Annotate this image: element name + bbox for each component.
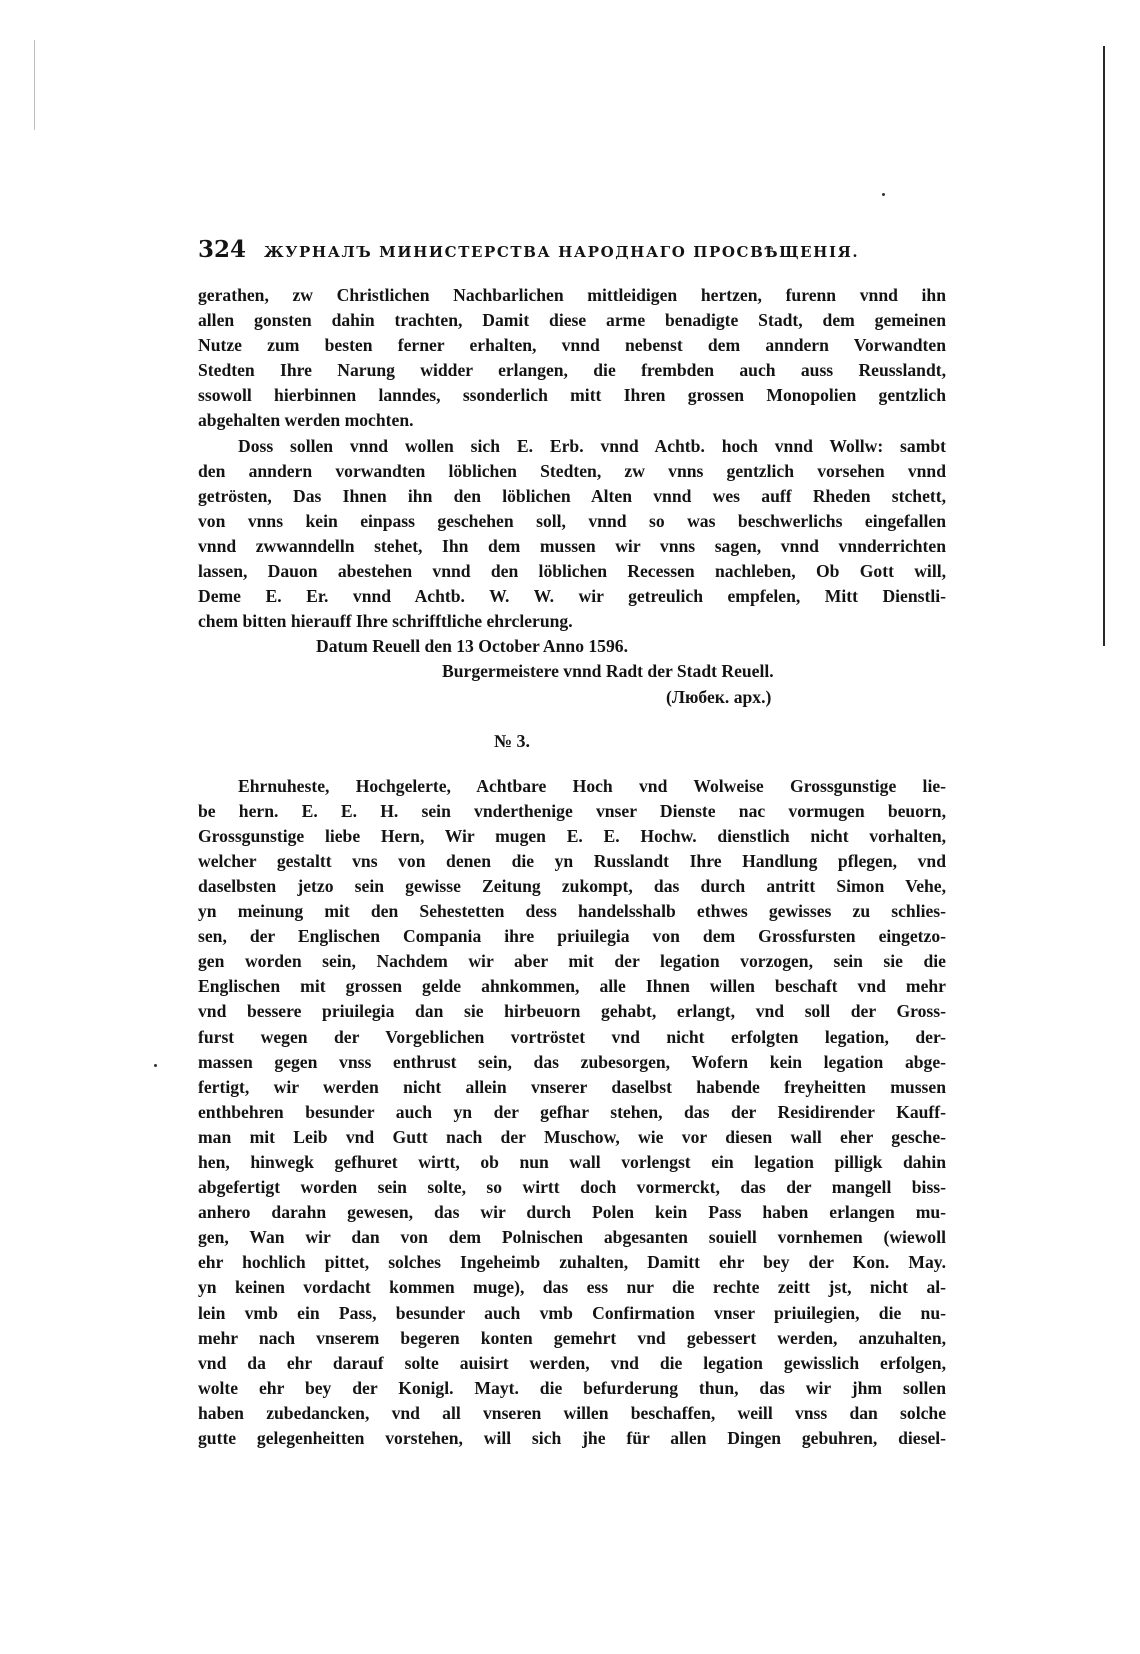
text-line: massen gegen vnss enthrust sein, das zubesorgen, Wofern kein legation abge-	[198, 1051, 946, 1072]
scan-edge-left	[34, 40, 35, 130]
text-line: chem bitten hierauff Ihre schrifftliche ehrclerung.	[198, 611, 573, 632]
text-line: vnd da ehr darauf solte auisirt werden, vnd die legation gewisslich erfolgen,	[198, 1352, 946, 1373]
scan-edge-right	[1103, 46, 1105, 646]
text-line: furst wegen der Vorgeblichen vortröstet vnd nicht erfolgten legation, der-	[198, 1026, 946, 1047]
running-title: ЖУРНАЛЪ МИНИСТЕРСТВА НАРОДНАГО ПРОСВѢЩЕНІЯ.	[264, 243, 860, 261]
text-line: haben zubedancken, vnd all vnseren willen beschaffen, weill vnss dan solche	[198, 1402, 946, 1423]
text-line: man mit Leib vnd Gutt nach der Muschow, wie vor diesen wall eher gesche-	[198, 1126, 946, 1147]
text-line: sen, der Englischen Compania ihre priuilegia von dem Grossfursten eingetzo-	[198, 926, 946, 947]
text-line: yn meinung mit den Sehestetten dess handelsshalb ethwes gewisses zu schlies-	[198, 901, 946, 922]
letter-1-date: Datum Reuell den 13 October Anno 1596.	[316, 636, 628, 657]
text-line: be hern. E. E. H. sein vnderthenige vnser Dienste nac vormugen beuorn,	[198, 800, 946, 821]
text-line: enthbehren besunder auch yn der gefhar stehen, das der Residirender Kauff-	[198, 1101, 946, 1122]
text-line: vnd bessere priuilegia dan sie hirbeuorn gehabt, erlangt, vnd soll der Gross-	[198, 1001, 946, 1022]
text-line: lassen, Dauon abestehen vnnd den löblichen Recessen nachleben, Ob Gott will,	[198, 561, 946, 582]
text-line: mehr nach vnserem begeren konten gemehrt vnd gebessert werden, anzuhalten,	[198, 1327, 946, 1348]
page-content	[198, 236, 946, 1451]
letter-1-signature: Burgermeistere vnnd Radt der Stadt Reuell.	[442, 661, 774, 682]
text-line: ssowoll hierbinnen lanndes, ssonderlich mitt Ihren grossen Monopolien gentzlich	[198, 385, 946, 406]
text-line: lein vmb ein Pass, besunder auch vmb Confirmation vnser priuilegien, die nu-	[198, 1302, 946, 1323]
text-line: Grossgunstige liebe Hern, Wir mugen E. E. Hochw. dienstlich nicht vorhalten,	[198, 825, 946, 846]
text-line: allen gonsten dahin trachten, Damit diese arme benadigte Stadt, dem gemeinen	[198, 310, 946, 331]
text-line: Nutze zum besten ferner erhalten, vnnd nebenst dem anndern Vorwandten	[198, 335, 946, 356]
text-line: hen, hinwegk gefhuret wirtt, ob nun wall vorlengst ein legation pilligk dahin	[198, 1152, 946, 1172]
archive-note: (Любек. арх.)	[666, 686, 772, 707]
letter-1	[198, 283, 946, 634]
scan-speck	[154, 1064, 157, 1067]
text-line: gen, Wan wir dan von dem Polnischen abgesanten souiell vornhemen (wiewoll	[198, 1227, 946, 1248]
text-line: Ehrnuheste, Hochgelerte, Achtbare Hoch vnd Wolweise Grossgunstige lie-	[238, 775, 946, 796]
text-line: ehr hochlich pittet, solches Ingeheimb zuhalten, Damitt ehr bey der Kon. May.	[198, 1252, 946, 1273]
text-line: von vnns kein einpass geschehen soll, vnnd so was beschwerlichs eingefallen	[198, 510, 946, 531]
text-line: gerathen, zw Christlichen Nachbarlichen mittleidigen hertzen, furenn vnnd ihn	[198, 285, 946, 305]
text-line: abgefertigt worden sein solte, so wirtt doch vormerckt, das der mangell biss-	[198, 1177, 946, 1198]
text-line: den anndern vorwandten löblichen Stedten, zw vnns gentzlich vorsehen vnnd	[198, 460, 946, 481]
text-line: fertigt, wir werden nicht allein vnserer daselbst habende freyheitten mussen	[198, 1076, 946, 1097]
text-line: gen worden sein, Nachdem wir aber mit der legation vorzogen, sein sie die	[198, 951, 946, 972]
text-line: Deme E. Er. vnnd Achtb. W. W. wir getreulich empfelen, Mitt Dienstli-	[198, 586, 946, 607]
text-line: abgehalten werden mochten.	[198, 410, 414, 431]
text-line: wolte ehr bey der Konigl. Mayt. die befurderung thun, das wir jhm sollen	[198, 1377, 946, 1398]
text-line: anhero darahn gewesen, das wir durch Polen kein Pass haben erlangen mu-	[198, 1202, 946, 1223]
text-line: welcher gestaltt vns von denen die yn Russlandt Ihre Handlung pflegen, vnd	[198, 850, 946, 871]
page-number: 324	[198, 236, 247, 263]
text-line: vnnd zwwanndelln stehet, Ihn dem mussen wir vnns sagen, vnnd vnnderrichten	[198, 535, 946, 556]
text-line: yn keinen vordacht kommen muge), das ess nur die rechte zeitt jst, nicht al-	[198, 1277, 946, 1298]
scan-speck	[882, 193, 885, 196]
text-line: daselbsten jetzo sein gewisse Zeitung zukompt, das durch antritt Simon Vehe,	[198, 875, 946, 896]
text-line: Stedten Ihre Narung widder erlangen, die frembden auch auss Reusslandt,	[198, 360, 946, 381]
document-number: № 3.	[493, 730, 531, 751]
text-line: gutte gelegenheitten vorstehen, will sich jhe für allen Dingen gebuhren, diesel-	[198, 1428, 946, 1449]
text-line: Doss sollen vnnd wollen sich E. Erb. vnnd Achtb. hoch vnnd Wollw: sambt	[238, 435, 946, 456]
text-line: getrösten, Das Ihnen ihn den löblichen Alten vnnd wes auff Rheden stchett,	[198, 485, 946, 506]
page-header	[198, 236, 946, 263]
letter-2	[198, 774, 946, 1452]
text-line: Englischen mit grossen gelde ahnkommen, alle Ihnen willen beschaft vnd mehr	[198, 976, 946, 997]
